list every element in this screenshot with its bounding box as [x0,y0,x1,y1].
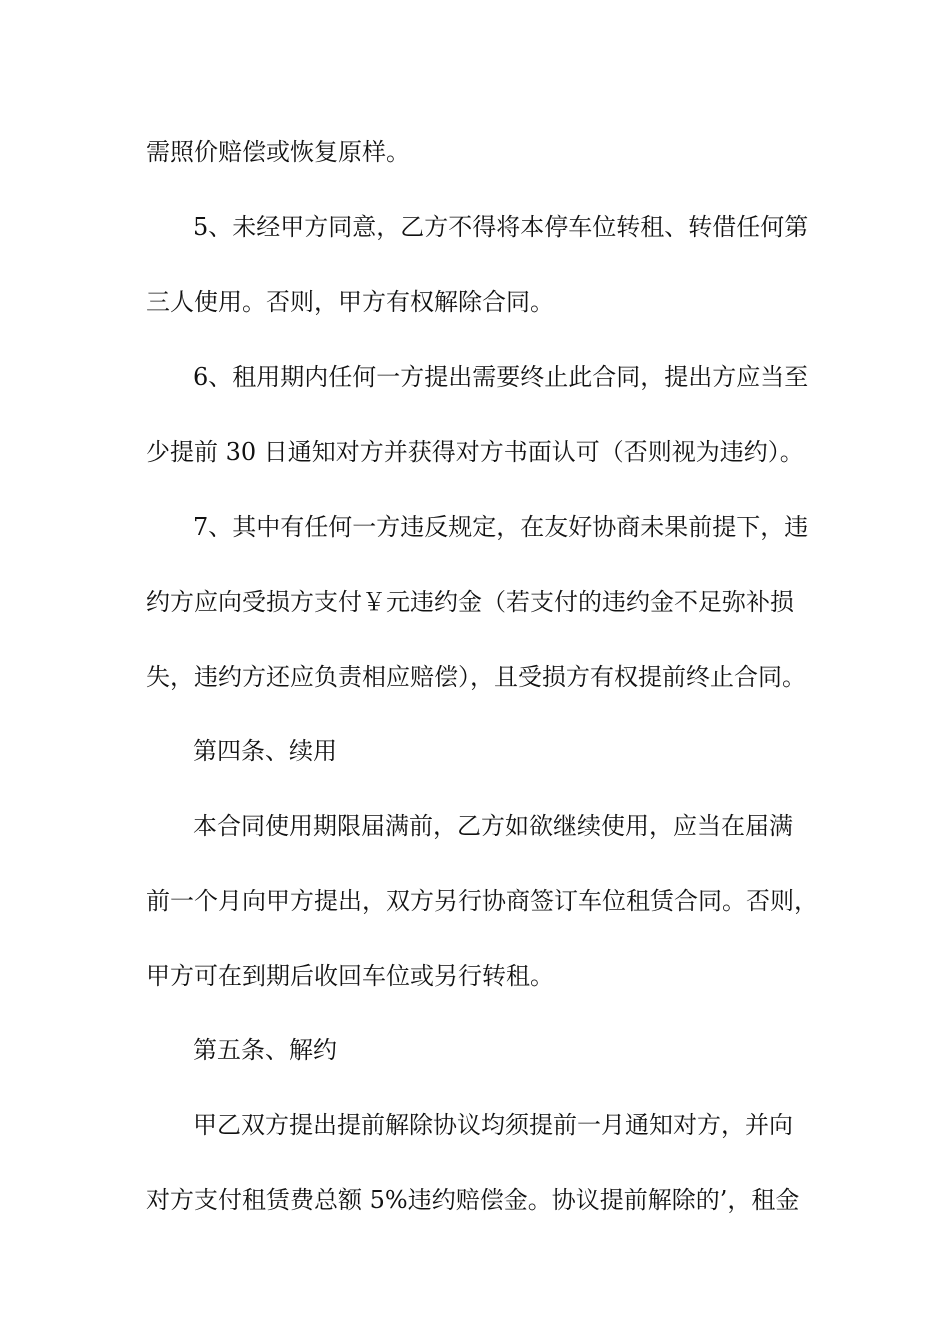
text-line-14: 甲乙双方提出提前解除协议均须提前一月通知对方，并向 [193,1111,793,1139]
text-line-10: 本合同使用期限届满前，乙方如欲继续使用，应当在届满 [193,812,793,840]
text-line-8: 失，违约方还应负责相应赔偿），且受损方有权提前终止合同。 [146,663,806,691]
text-line-11: 前一个月向甲方提出，双方另行协商签订车位租赁合同。否则， [146,887,818,915]
section-heading-5: 第五条、解约 [193,1036,337,1064]
text-line-3: 三人使用。否则，甲方有权解除合同。 [146,288,554,316]
text-line-7: 约方应向受损方支付￥元违约金（若支付的违约金不足弥补损 [146,588,794,616]
text-line-1: 需照价赔偿或恢复原样。 [146,138,410,166]
text-line-12: 甲方可在到期后收回车位或另行转租。 [146,962,554,990]
text-line-5: 少提前 30 日通知对方并获得对方书面认可（否则视为违约）。 [146,438,804,466]
text-line-2: 5、未经甲方同意，乙方不得将本停车位转租、转借任何第 [193,213,809,241]
section-heading-4: 第四条、续用 [193,737,337,765]
text-line-15: 对方支付租赁费总额 5%违约赔偿金。协议提前解除的’，租金 [146,1186,800,1214]
text-line-6: 7、其中有任何一方违反规定，在友好协商未果前提下，违 [193,513,809,541]
text-line-4: 6、租用期内任何一方提出需要终止此合同，提出方应当至 [193,363,809,391]
